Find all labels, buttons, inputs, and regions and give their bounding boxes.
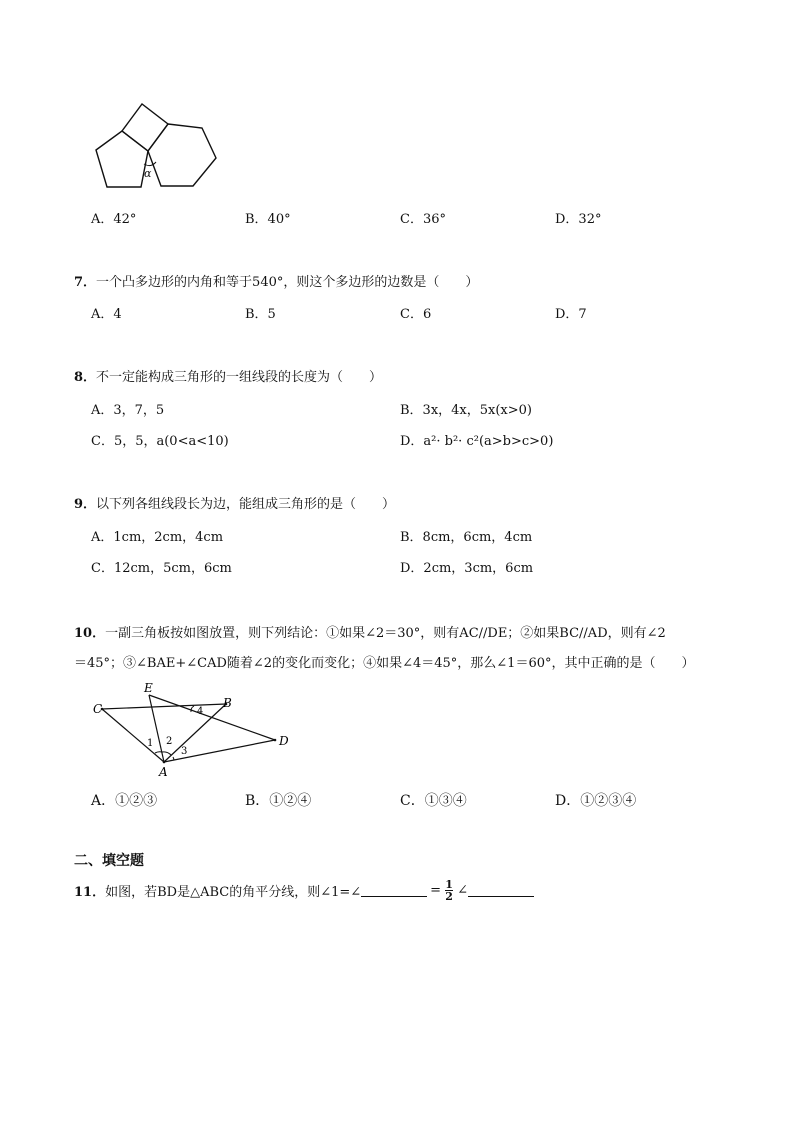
label-a: A [159,765,168,779]
q8-option-d[interactable]: D．a²· b²· c²(a>b>c>0) [400,434,554,449]
q9-option-a[interactable]: A．1cm，2cm，4cm [91,530,224,545]
q9-stem [74,493,395,512]
q9-text: 以下列各组线段长为边，能组成三角形的是（ ） [96,497,396,512]
q7-stem [74,271,478,290]
pentagon-shape [96,131,148,187]
q10-stem-line1 [74,622,666,641]
q11-blank-2[interactable] [468,884,534,897]
q11-fraction [445,879,453,902]
angle2-arc [162,752,171,755]
q11-fraction-denominator: 2 [445,890,453,903]
q9-option-c[interactable]: C．12cm，5cm，6cm [91,561,232,576]
segment-ab [164,704,226,762]
hexagon-shape [148,124,216,186]
q11-blank-1[interactable] [361,884,427,897]
q11-text-a: 如图，若BD是△ABC的角平分线，则∠1=∠ [105,885,362,900]
q8-option-a[interactable]: A．3，7，5 [91,403,165,418]
label-angle2: 2 [166,736,173,747]
q10-text-line1: 一副三角板按如图放置，则下列结论：①如果∠2＝30°，则有AC//DE；②如果BC//AD，则有∠2 [105,626,666,641]
triangle-boards-figure [88,678,300,780]
q7-number: 7． [74,275,97,290]
q7-option-c[interactable]: C．6 [400,307,432,322]
angle1-arc [155,752,162,753]
q8-option-c[interactable]: C．5，5，a(0<a<10) [91,434,229,449]
segment-cb [102,704,226,709]
label-e: E [144,681,153,695]
square-shape [122,104,168,151]
label-angle3: 3 [181,746,188,757]
q6-option-a[interactable]: A．42° [91,212,137,227]
q10-option-b[interactable]: B．①②④ [245,793,312,809]
section-title-fill-in: 二、填空题 [74,853,144,869]
q7-text: 一个凸多边形的内角和等于540°，则这个多边形的边数是（ ） [96,275,479,290]
q10-option-d[interactable]: D．①②③④ [555,793,637,809]
segment-ca [102,709,164,762]
label-b: B [223,696,232,710]
q8-number: 8． [74,370,97,385]
q6-option-d[interactable]: D．32° [555,212,602,227]
q11-text-c: ∠ [457,883,468,898]
q9-number: 9． [74,497,97,512]
q10-stem-line2: ＝45°；③∠BAE+∠CAD随着∠2的变化而变化；④如果∠4＝45°，那么∠1＝60°，其中正确的是（ ） [74,656,695,671]
q11-fraction-numerator: 1 [445,878,453,891]
q10-option-c[interactable]: C．①③④ [400,793,467,809]
label-c: C [93,702,103,716]
label-angle4: 4 [197,706,204,717]
q8-option-b[interactable]: B．3x，4x，5x(x>0) [400,403,532,418]
segment-ed [149,695,275,740]
label-d: D [279,734,289,748]
q9-option-d[interactable]: D．2cm，3cm，6cm [400,561,534,576]
q7-option-d[interactable]: D．7 [555,307,587,322]
q9-option-b[interactable]: B．8cm，6cm，4cm [400,530,533,545]
polygons-figure [90,98,225,193]
label-angle1: 1 [147,738,154,749]
point-d [274,739,277,742]
q11-stem [74,879,534,902]
q10-number: 10． [74,626,106,641]
angle3-arc [173,757,174,760]
q8-text: 不一定能构成三角形的一组线段的长度为（ ） [96,370,383,385]
q11-number: 11． [74,885,106,900]
q10-option-a[interactable]: A．①②③ [91,793,158,809]
q6-option-c[interactable]: C．36° [400,212,446,227]
q7-option-a[interactable]: A．4 [91,307,122,322]
alpha-label: α [144,167,152,180]
q7-option-b[interactable]: B．5 [245,307,276,322]
q6-option-b[interactable]: B．40° [245,212,291,227]
point-a [163,761,166,764]
q11-equals: = [430,883,442,898]
q8-stem [74,366,382,385]
